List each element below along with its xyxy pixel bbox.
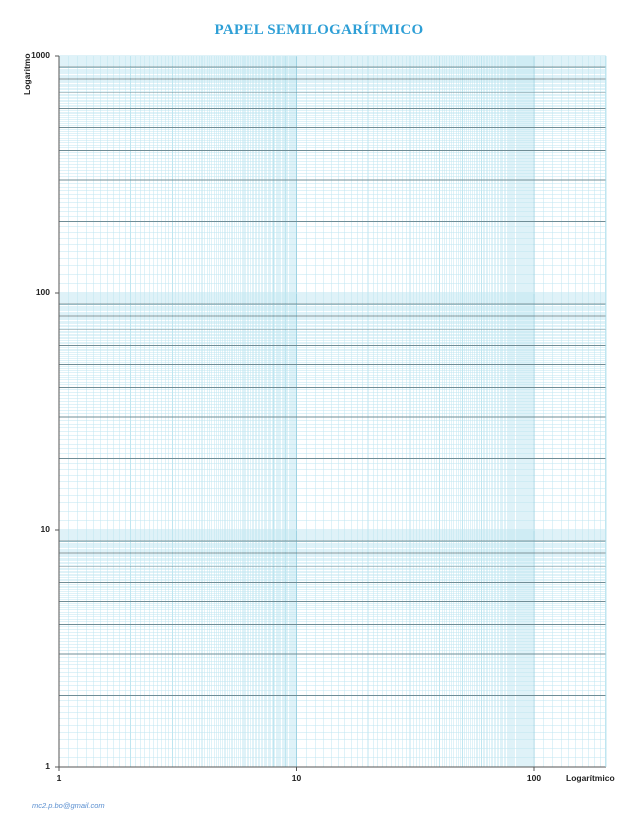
x-tick-label: 100: [526, 773, 542, 783]
y-tick-label: 100: [35, 287, 50, 297]
x-tick-label: 1: [56, 773, 62, 783]
y-tick-label: 10: [40, 524, 50, 534]
footer-email: mc2.p.bo@gmail.com: [32, 801, 105, 810]
minor-horizontal-grid: [59, 56, 606, 767]
y-axis-label: Logaritmo: [22, 53, 32, 95]
page-title: PAPEL SEMILOGARÍTMICO: [214, 22, 424, 38]
y-tick-label: 1000: [31, 50, 50, 60]
x-axis-label: Logarítmico: [566, 773, 615, 783]
minor-vertical-grid: [59, 56, 605, 767]
x-tick-label: 10: [291, 773, 302, 783]
major-horizontal-lines: [59, 56, 606, 767]
y-tick-label: 1: [45, 761, 50, 771]
